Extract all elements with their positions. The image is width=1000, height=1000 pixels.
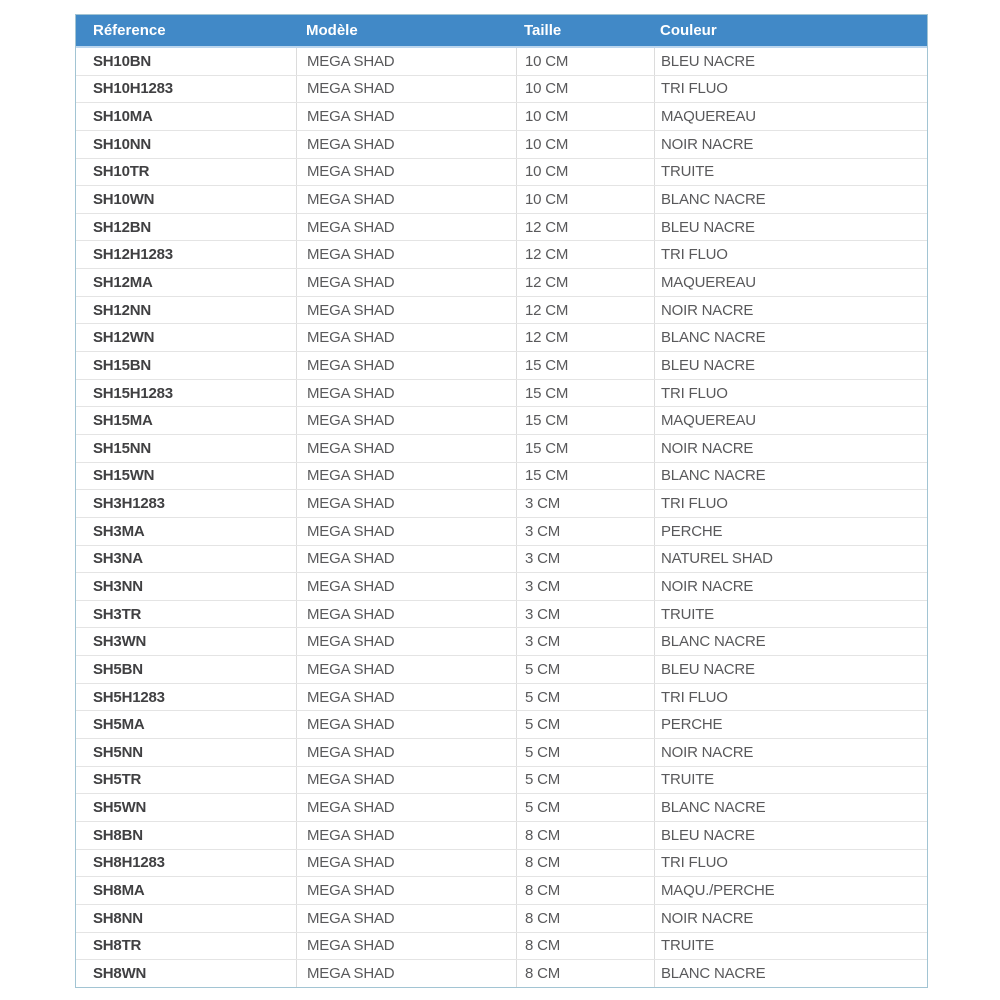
cell-modele: MEGA SHAD — [296, 601, 516, 628]
cell-couleur: NOIR NACRE — [654, 297, 927, 324]
cell-reference: SH10H1283 — [93, 80, 173, 98]
cell-taille: 5 CM — [516, 767, 654, 794]
cell-taille: 12 CM — [516, 324, 654, 351]
table-row — [76, 434, 927, 462]
cell-couleur: TRI FLUO — [654, 380, 927, 407]
table-row — [76, 351, 927, 379]
cell-taille: 5 CM — [516, 656, 654, 683]
cell-couleur: BLANC NACRE — [654, 794, 927, 821]
cell-reference: SH10TR — [93, 163, 150, 181]
cell-taille: 5 CM — [516, 794, 654, 821]
cell-taille: 8 CM — [516, 960, 654, 987]
cell-couleur: NOIR NACRE — [654, 573, 927, 600]
table-row — [76, 904, 927, 932]
cell-couleur: NOIR NACRE — [654, 131, 927, 158]
cell-taille: 12 CM — [516, 214, 654, 241]
cell-taille: 3 CM — [516, 490, 654, 517]
cell-modele: MEGA SHAD — [296, 186, 516, 213]
table-row — [76, 683, 927, 711]
cell-couleur: NOIR NACRE — [654, 905, 927, 932]
cell-couleur: NATUREL SHAD — [654, 546, 927, 573]
cell-couleur: TRUITE — [654, 601, 927, 628]
table-row — [76, 572, 927, 600]
cell-reference: SH12BN — [93, 218, 151, 236]
cell-reference: SH12NN — [93, 301, 151, 319]
cell-couleur: NOIR NACRE — [654, 435, 927, 462]
cell-modele: MEGA SHAD — [296, 739, 516, 766]
cell-reference: SH3NN — [93, 577, 143, 595]
table-row — [76, 296, 927, 324]
cell-reference: SH8TR — [93, 937, 142, 955]
cell-modele: MEGA SHAD — [296, 905, 516, 932]
cell-taille: 12 CM — [516, 241, 654, 268]
cell-taille: 8 CM — [516, 905, 654, 932]
table-row — [76, 545, 927, 573]
cell-taille: 12 CM — [516, 269, 654, 296]
column-header-modele: Modèle — [306, 22, 358, 39]
cell-taille: 15 CM — [516, 435, 654, 462]
cell-modele: MEGA SHAD — [296, 435, 516, 462]
cell-modele: MEGA SHAD — [296, 159, 516, 186]
table-row — [76, 130, 927, 158]
table-row — [76, 600, 927, 628]
table-row — [76, 379, 927, 407]
table-row — [76, 655, 927, 683]
cell-reference: SH3NA — [93, 550, 143, 568]
cell-reference: SH3WN — [93, 633, 147, 651]
cell-reference: SH8WN — [93, 964, 147, 982]
cell-taille: 10 CM — [516, 159, 654, 186]
cell-reference: SH12MA — [93, 273, 153, 291]
cell-taille: 15 CM — [516, 380, 654, 407]
column-header-reference: Réference — [93, 22, 166, 39]
cell-taille: 3 CM — [516, 546, 654, 573]
cell-modele: MEGA SHAD — [296, 48, 516, 75]
cell-modele: MEGA SHAD — [296, 877, 516, 904]
table-row — [76, 323, 927, 351]
cell-couleur: TRUITE — [654, 767, 927, 794]
cell-modele: MEGA SHAD — [296, 767, 516, 794]
cell-reference: SH5WN — [93, 799, 147, 817]
cell-modele: MEGA SHAD — [296, 103, 516, 130]
cell-reference: SH5H1283 — [93, 688, 165, 706]
cell-reference: SH8H1283 — [93, 854, 165, 872]
product-variants-table — [75, 14, 928, 988]
cell-modele: MEGA SHAD — [296, 324, 516, 351]
cell-couleur: NOIR NACRE — [654, 739, 927, 766]
table-row — [76, 489, 927, 517]
cell-modele: MEGA SHAD — [296, 794, 516, 821]
table-row — [76, 240, 927, 268]
cell-couleur: BLEU NACRE — [654, 352, 927, 379]
cell-taille: 8 CM — [516, 850, 654, 877]
cell-taille: 10 CM — [516, 186, 654, 213]
cell-taille: 10 CM — [516, 103, 654, 130]
cell-modele: MEGA SHAD — [296, 628, 516, 655]
cell-taille: 8 CM — [516, 877, 654, 904]
cell-taille: 3 CM — [516, 573, 654, 600]
cell-couleur: BLANC NACRE — [654, 463, 927, 490]
cell-reference: SH10WN — [93, 191, 155, 209]
column-header-taille: Taille — [524, 22, 562, 39]
cell-taille: 15 CM — [516, 352, 654, 379]
table-row — [76, 849, 927, 877]
cell-taille: 15 CM — [516, 407, 654, 434]
cell-reference: SH5BN — [93, 660, 143, 678]
cell-modele: MEGA SHAD — [296, 684, 516, 711]
cell-couleur: BLANC NACRE — [654, 960, 927, 987]
table-row — [76, 821, 927, 849]
cell-couleur: BLANC NACRE — [654, 324, 927, 351]
cell-modele: MEGA SHAD — [296, 297, 516, 324]
cell-reference: SH3MA — [93, 522, 145, 540]
cell-modele: MEGA SHAD — [296, 518, 516, 545]
cell-reference: SH8MA — [93, 882, 145, 900]
cell-reference: SH3TR — [93, 605, 142, 623]
table-row — [76, 406, 927, 434]
cell-couleur: TRUITE — [654, 933, 927, 960]
cell-reference: SH8NN — [93, 909, 143, 927]
cell-modele: MEGA SHAD — [296, 76, 516, 103]
cell-taille: 10 CM — [516, 48, 654, 75]
cell-taille: 3 CM — [516, 628, 654, 655]
cell-modele: MEGA SHAD — [296, 241, 516, 268]
table-header-row — [76, 15, 927, 48]
cell-couleur: MAQUEREAU — [654, 269, 927, 296]
cell-reference: SH15WN — [93, 467, 155, 485]
cell-taille: 8 CM — [516, 822, 654, 849]
cell-modele: MEGA SHAD — [296, 352, 516, 379]
cell-couleur: TRUITE — [654, 159, 927, 186]
cell-reference: SH5TR — [93, 771, 142, 789]
table-row — [76, 517, 927, 545]
cell-modele: MEGA SHAD — [296, 822, 516, 849]
cell-couleur: TRI FLUO — [654, 850, 927, 877]
table-body — [76, 48, 927, 987]
column-header-couleur: Couleur — [660, 22, 717, 39]
cell-modele: MEGA SHAD — [296, 463, 516, 490]
cell-reference: SH8BN — [93, 826, 143, 844]
cell-couleur: TRI FLUO — [654, 684, 927, 711]
cell-modele: MEGA SHAD — [296, 380, 516, 407]
table-row — [76, 932, 927, 960]
table-row — [76, 102, 927, 130]
cell-modele: MEGA SHAD — [296, 546, 516, 573]
cell-reference: SH10BN — [93, 52, 151, 70]
table-row — [76, 766, 927, 794]
cell-reference: SH15H1283 — [93, 384, 173, 402]
cell-modele: MEGA SHAD — [296, 933, 516, 960]
table-row — [76, 268, 927, 296]
cell-taille: 5 CM — [516, 739, 654, 766]
table-row — [76, 158, 927, 186]
cell-taille: 5 CM — [516, 684, 654, 711]
table-row — [76, 876, 927, 904]
cell-couleur: PERCHE — [654, 518, 927, 545]
cell-modele: MEGA SHAD — [296, 490, 516, 517]
cell-reference: SH3H1283 — [93, 495, 165, 513]
cell-modele: MEGA SHAD — [296, 850, 516, 877]
cell-modele: MEGA SHAD — [296, 269, 516, 296]
cell-couleur: TRI FLUO — [654, 241, 927, 268]
cell-couleur: TRI FLUO — [654, 490, 927, 517]
cell-couleur: MAQU./PERCHE — [654, 877, 927, 904]
cell-modele: MEGA SHAD — [296, 960, 516, 987]
cell-taille: 12 CM — [516, 297, 654, 324]
cell-couleur: BLANC NACRE — [654, 628, 927, 655]
table-row — [76, 213, 927, 241]
table-row — [76, 710, 927, 738]
table-row — [76, 462, 927, 490]
cell-reference: SH15BN — [93, 356, 151, 374]
table-row — [76, 627, 927, 655]
cell-couleur: MAQUEREAU — [654, 103, 927, 130]
cell-reference: SH12H1283 — [93, 246, 173, 264]
cell-couleur: BLEU NACRE — [654, 656, 927, 683]
cell-modele: MEGA SHAD — [296, 656, 516, 683]
cell-taille: 8 CM — [516, 933, 654, 960]
cell-reference: SH5NN — [93, 743, 143, 761]
cell-modele: MEGA SHAD — [296, 573, 516, 600]
cell-reference: SH12WN — [93, 329, 155, 347]
cell-couleur: MAQUEREAU — [654, 407, 927, 434]
table-row — [76, 48, 927, 75]
table-row — [76, 738, 927, 766]
cell-couleur: PERCHE — [654, 711, 927, 738]
cell-reference: SH5MA — [93, 716, 145, 734]
table-row — [76, 75, 927, 103]
cell-modele: MEGA SHAD — [296, 131, 516, 158]
cell-taille: 3 CM — [516, 601, 654, 628]
cell-couleur: BLEU NACRE — [654, 214, 927, 241]
cell-modele: MEGA SHAD — [296, 214, 516, 241]
cell-reference: SH10MA — [93, 108, 153, 126]
table-row — [76, 793, 927, 821]
cell-taille: 5 CM — [516, 711, 654, 738]
table-row — [76, 959, 927, 987]
cell-couleur: TRI FLUO — [654, 76, 927, 103]
cell-couleur: BLANC NACRE — [654, 186, 927, 213]
cell-taille: 10 CM — [516, 131, 654, 158]
cell-modele: MEGA SHAD — [296, 407, 516, 434]
cell-reference: SH10NN — [93, 135, 151, 153]
cell-taille: 10 CM — [516, 76, 654, 103]
cell-couleur: BLEU NACRE — [654, 822, 927, 849]
table-row — [76, 185, 927, 213]
cell-reference: SH15MA — [93, 412, 153, 430]
cell-modele: MEGA SHAD — [296, 711, 516, 738]
cell-taille: 15 CM — [516, 463, 654, 490]
cell-reference: SH15NN — [93, 439, 151, 457]
cell-couleur: BLEU NACRE — [654, 48, 927, 75]
cell-taille: 3 CM — [516, 518, 654, 545]
